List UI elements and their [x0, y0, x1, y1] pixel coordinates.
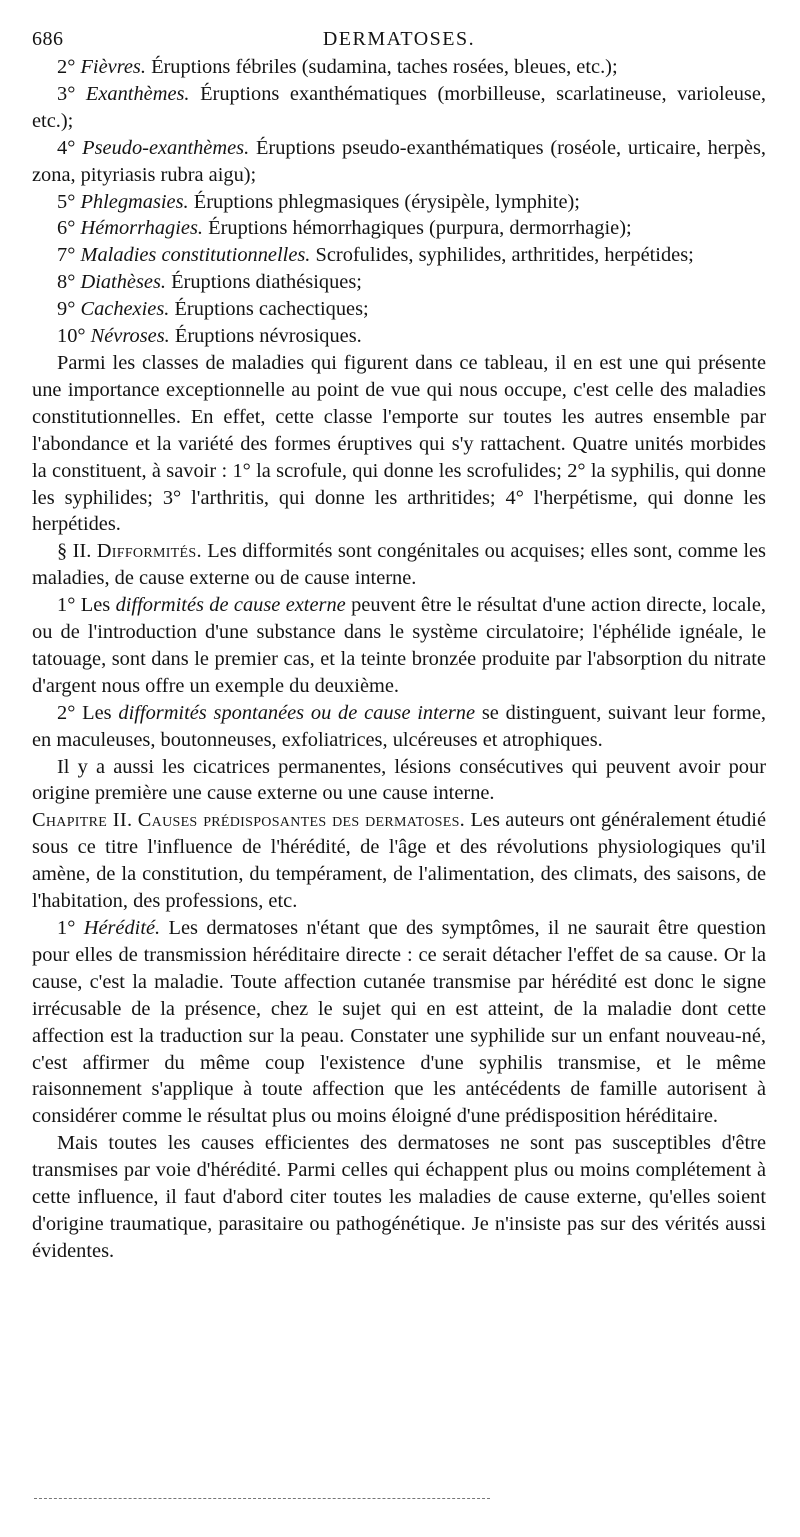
- page-number: 686: [32, 28, 64, 50]
- item-text: peuvent être le résultat d'une action directe, locale, ou de l'introduction d'une substance dans le système circulatoire; l'éphélide ignéale, le tatouage, sont dans le premier cas, et la teinte bronzée produite par l'absorption du nitrate d'argent nous offre un exemple du deuxième.: [32, 594, 766, 697]
- list-text: Éruptions névrosiques.: [174, 325, 362, 348]
- list-number: 5°: [57, 190, 76, 213]
- item-text: se distinguent, suivant leur forme, en maculeuses, boutonneuses, exfoliatrices, ulcéreuses et atrophiques.: [32, 701, 766, 751]
- list-text: Éruptions fébriles (sudamina, taches rosées, bleues, etc.);: [151, 56, 618, 78]
- list-item-9: [32, 296, 766, 323]
- item-number: 1°: [57, 594, 76, 617]
- item-term: difformités spontanées ou de cause interne: [118, 701, 476, 724]
- list-text: Éruptions hémorrhagiques (purpura, dermorrhagie);: [208, 217, 632, 240]
- list-number: 2°: [57, 56, 76, 78]
- chapter-title: Causes prédisposantes des dermatoses.: [137, 809, 466, 832]
- list-number: 6°: [57, 217, 76, 240]
- list-number: 10°: [57, 325, 86, 348]
- running-head: [32, 22, 766, 54]
- item-prefix: Les: [82, 701, 112, 724]
- list-text: Éruptions diathésiques;: [171, 271, 362, 294]
- section-title: Difformités.: [96, 540, 202, 563]
- chapter-text: Les auteurs ont généralement étudié sous ce titre l'influence de l'hérédité, de l'âge et des révolutions physiologiques qu'il amène, de la constitution, du tempérament, de l'alimentation, des climats, des saisons, de l'habitation, des professions, etc.: [32, 809, 766, 913]
- list-item-10: [32, 323, 766, 350]
- list-text: Éruptions exanthématiques (morbilleuse, scarlatineuse, varioleuse, etc.);: [32, 82, 766, 132]
- list-item-2: [32, 54, 766, 81]
- item-term: difformités de cause externe: [115, 594, 346, 617]
- item-number: 2°: [57, 701, 76, 724]
- list-item-4: [32, 135, 766, 189]
- paragraph-final: Mais toutes les causes efficientes des dermatoses ne sont pas susceptibles d'être transmises par voie d'hérédité. Parmi celles qui échappent plus ou moins complétement à cette influence, il faut d'abord citer toutes les maladies de cause externe, qu'elles soient d'origine traumatique, parasitaire ou pathogénétique. Je n'insiste pas sur des vérités aussi évidentes.: [32, 1132, 766, 1262]
- list-number: 9°: [57, 298, 76, 321]
- section-mark: § II.: [57, 540, 92, 563]
- list-term: Diathèses.: [80, 271, 166, 294]
- list-number: 4°: [57, 136, 76, 159]
- list-number: 3°: [57, 82, 76, 105]
- list-term: Pseudo-exanthèmes.: [82, 136, 250, 159]
- list-term: Maladies constitutionnelles.: [80, 244, 311, 267]
- list-term: Fièvres.: [80, 56, 146, 78]
- body-text: [32, 54, 766, 1265]
- list-term: Cachexies.: [80, 298, 170, 321]
- book-page: [32, 22, 766, 1265]
- list-number: 7°: [57, 244, 76, 267]
- list-term: Névroses.: [90, 325, 170, 348]
- paragraph-external-deformities: [32, 592, 766, 700]
- list-term: Exanthèmes.: [85, 82, 190, 105]
- paragraph-constitutional-classes: Parmi les classes de maladies qui figurent dans ce tableau, il en est une qui présente une importance exceptionnelle au point de vue qui nous occupe, c'est celle des maladies constitutionnelles. En effet, cette classe l'emporte sur toutes les autres ensemble par l'abondance et la variété des formes éruptives qui s'y rattachent. Quatre unités morbides la constituent, à savoir : 1° la scrofule, qui donne les scrofulides; 2° la syphilis, qui donne les syphilides; 3° l'arthritis, qui donne les arthritides; 4° l'herpétisme, qui donne les herpétides.: [32, 351, 766, 536]
- list-term: Hémorrhagies.: [80, 217, 204, 240]
- item-number: 1°: [57, 917, 76, 939]
- item-text: Les dermatoses n'étant que des symptômes, il ne saurait être question pour elles de transmission héréditaire directe : ce serait détacher l'effet de sa cause. Or la cause, c'est la maladie. Toute affection cutanée transmise par hérédité est donc le signe irrécusable de la présence, chez le sujet qui en est atteint, de la maladie dont cette affection est la traduction sur la peau. Constater une syphilide sur un enfant nouveau-né, c'est affirmer du même coup l'existence d'une syphilis transmise, et le même raisonnement s'applique à toute affection que les antécédents de famille autorisent à considérer comme le résultat plus ou moins éloigné d'une prédisposition héréditaire.: [32, 917, 766, 1128]
- section-difformites: [32, 538, 766, 592]
- running-title: DERMATOSES.: [322, 28, 476, 50]
- item-term: Hérédité.: [83, 917, 161, 939]
- chapter-heading-paragraph: [32, 807, 766, 915]
- list-item-6: [32, 215, 766, 242]
- list-item-5: [32, 189, 766, 216]
- footer-rule: [34, 1498, 490, 1499]
- list-item-7: [32, 242, 766, 269]
- paragraph-cicatrices: Il y a aussi les cicatrices permanentes, lésions consécutives qui peuvent avoir pour origine première une cause externe ou une cause interne.: [32, 755, 766, 805]
- paragraph-heredite: [32, 915, 766, 1130]
- list-text: Scrofulides, syphilides, arthritides, herpétides;: [315, 244, 694, 267]
- list-text: Éruptions phlegmasiques (érysipèle, lymphite);: [193, 190, 580, 213]
- section-text: Les difformités sont congénitales ou acquises; elles sont, comme les maladies, de cause externe ou de cause interne.: [32, 540, 766, 590]
- item-prefix: Les: [80, 594, 111, 617]
- chapter-label: Chapitre II.: [32, 809, 133, 832]
- list-text: Éruptions pseudo-exanthématiques (roséole, urticaire, herpès, zona, pityriasis rubra aigu);: [32, 136, 766, 186]
- list-item-8: [32, 269, 766, 296]
- list-text: Éruptions cachectiques;: [174, 298, 369, 321]
- paragraph-spontaneous-deformities: [32, 700, 766, 754]
- list-term: Phlegmasies.: [80, 190, 189, 213]
- list-number: 8°: [57, 271, 76, 294]
- list-item-3: [32, 81, 766, 135]
